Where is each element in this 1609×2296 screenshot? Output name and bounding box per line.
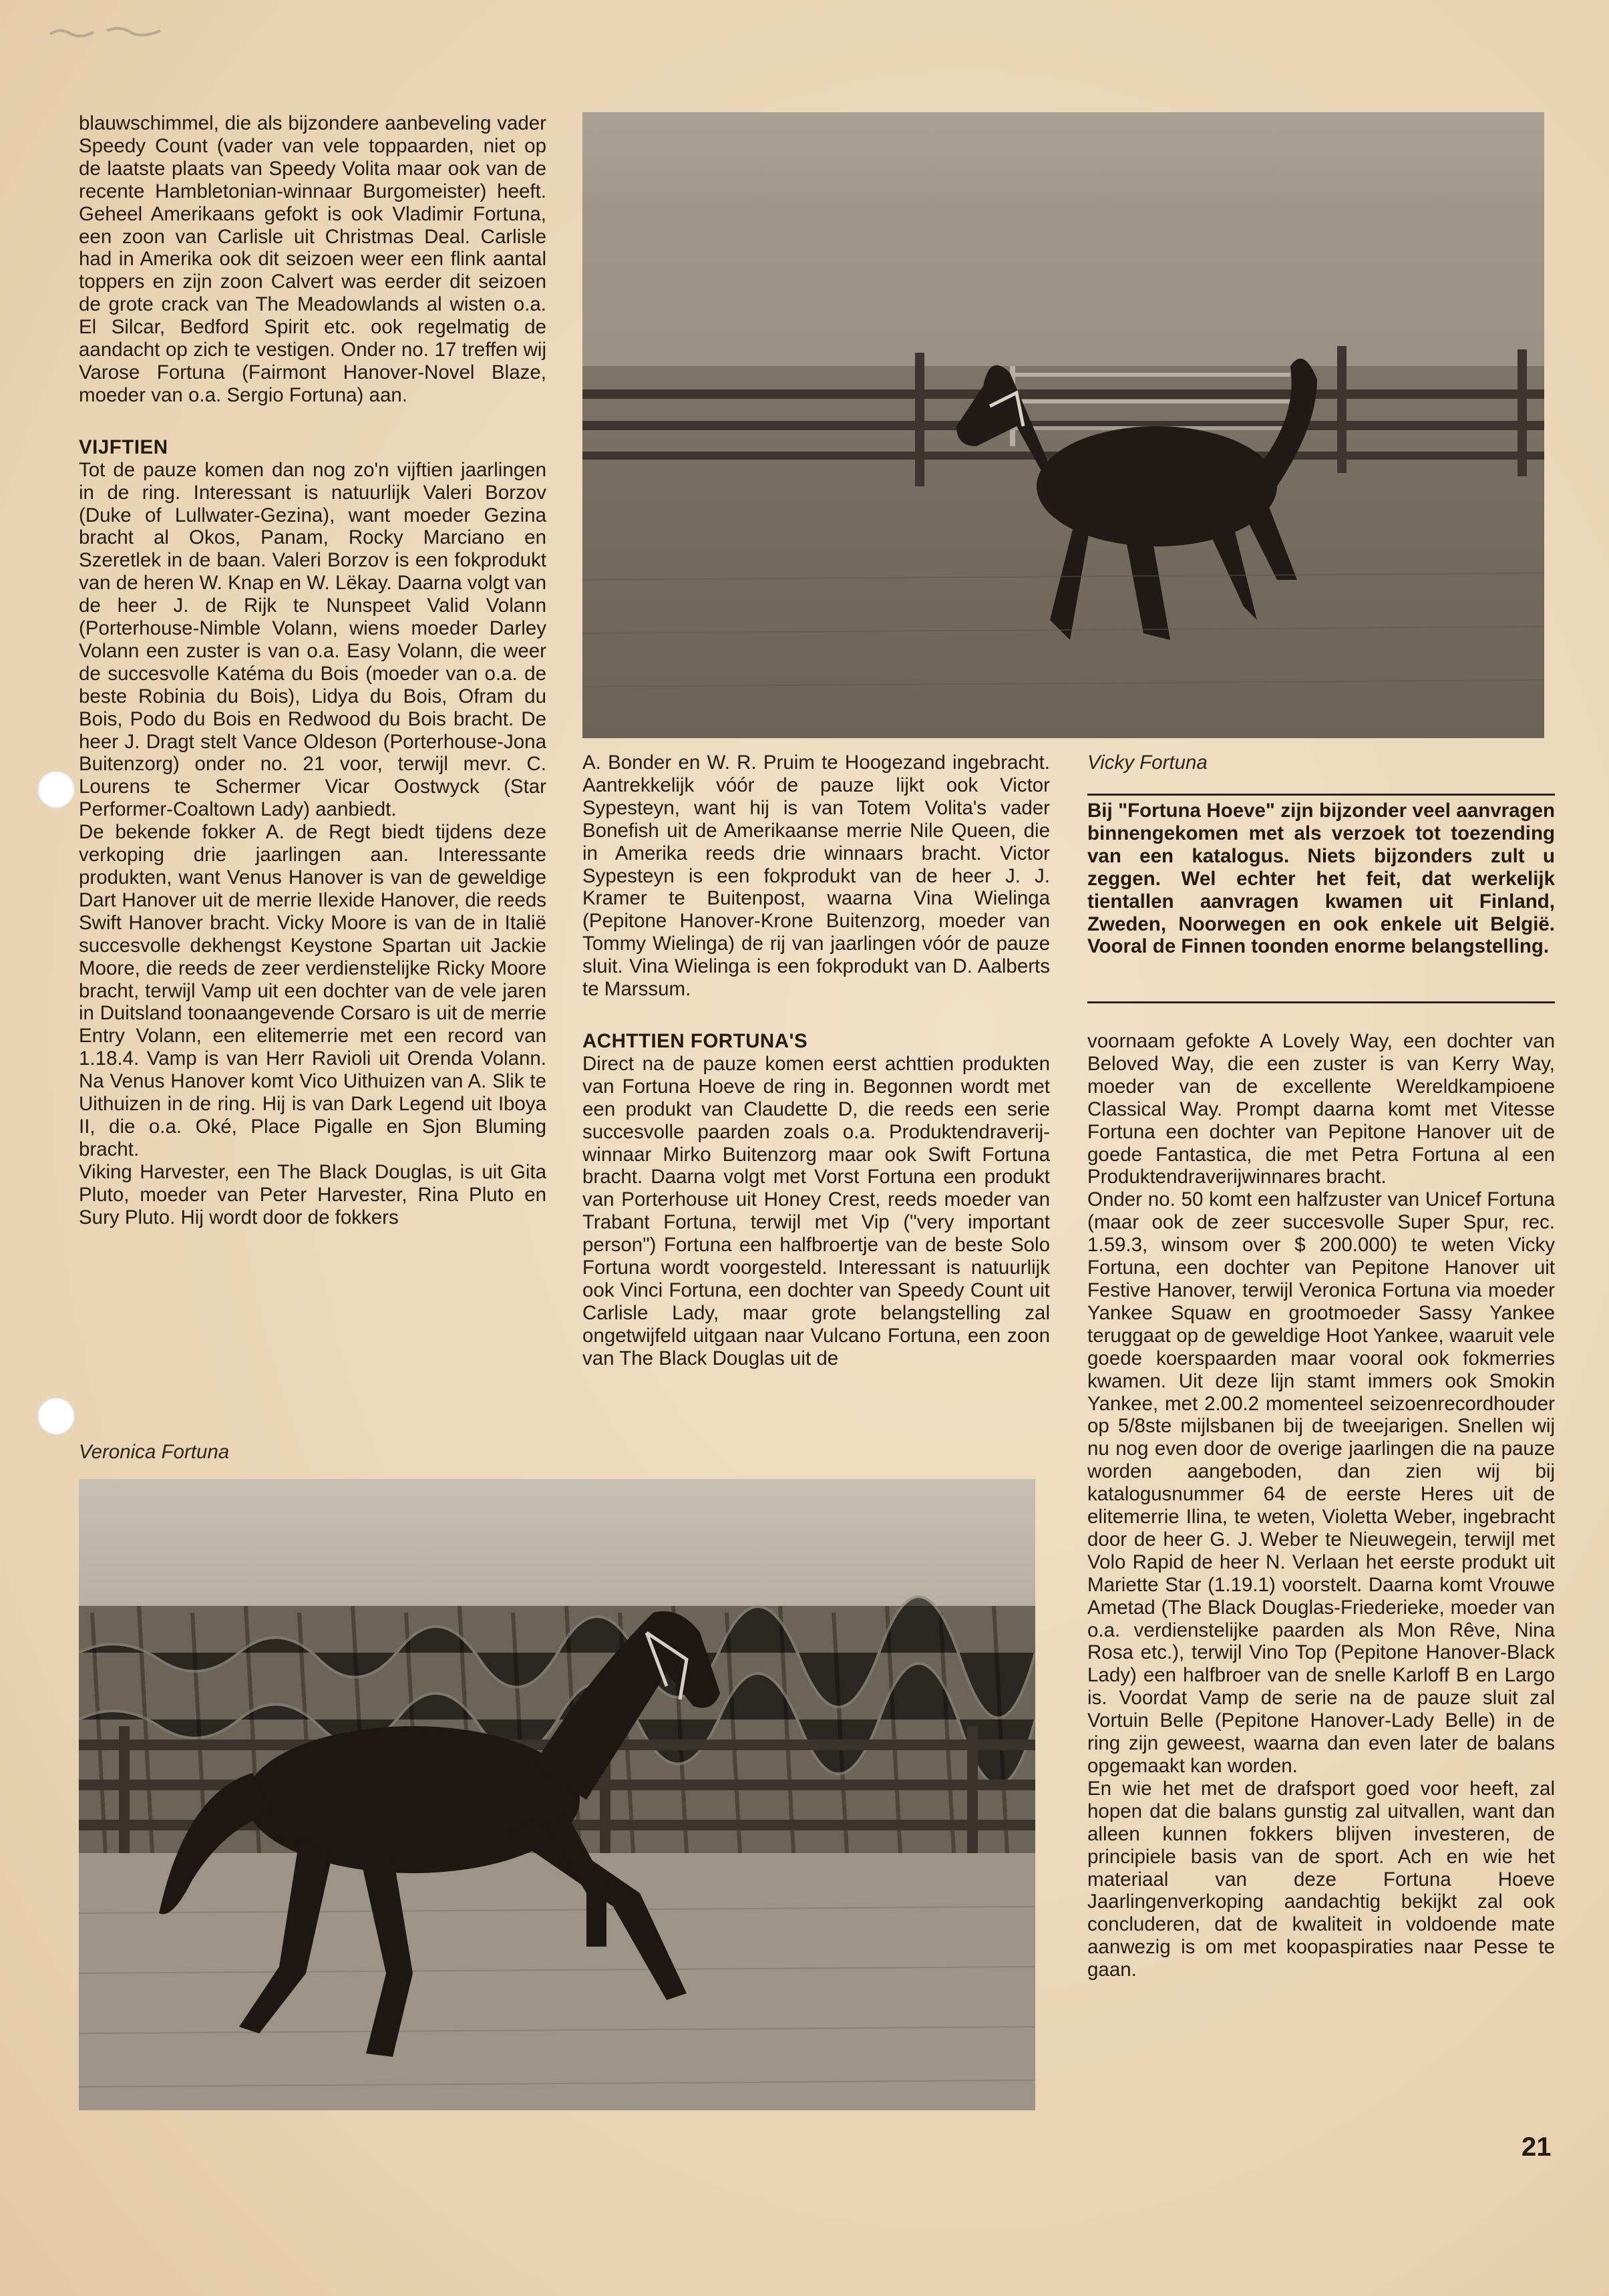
paragraph: Onder no. 50 komt een halfzuster van Unicef Fortuna (maar ook de zeer succesvolle Super Spur, rec. 1.59.3, winsom over $ 200.000) te weten Vicky Fortuna, een dochter van Pepitone Hanover uit Festive Hanover, terwijl Veronica Fortuna via moeder Yankee Squaw en grootmoeder Sassy Yankee teruggaat op de geweldige Hoot Yankee, waaruit vele goede koerspaarden maar vooral ook fokmerries kwamen. Uit deze lijn stamt immers ook Smokin Yankee, met 2.00.2 momenteel seizoenrecordhouder op 5/8ste mijlsbanen bij de tweejarigen. Snellen wij nu nog even door de overige jaarlingen die na pauze worden aangeboden, dan zien wij bij katalogusnummer 64 de eerste Heres uit de elitemerrie Ilina, te weten, Violetta Weber, ingebracht door de heer G. J. Weber te Nieuwegein, terwijl met Volo Rapid de heer N. Verlaan het eerste produkt uit Mariette Star (1.19.1) voorstelt. Daarna komt Vrouwe Ametad (The Black Douglas-Friederieke, moeder van o.a. verdienstelijke paarden als Mon Rêve, Nina Rosa etc.), terwijl Vino Top (Pepitone Hanover-Black Lady) een halfbroer van de snelle Karloff B en Largo is. Voordat Vamp de serie na de pauze sluit zal Vortuin Belle (Pepitone Hanover-Lady Belle) in de ring zijn geweest, waarna dan even later de balans opgemaakt kan worden. [1087,1188,1555,1777]
paragraph: Tot de pauze komen dan nog zo'n vijftien jaarlingen in de ring. Interessant is natuurlijk Valeri Borzov (Duke of Lullwater-Gezina), want moeder Gezina bracht al Okos, Panam, Rocky Marciano en Szeretlek in de baan. Valeri Borzov is een fokprodukt van de heren W. Knap en W. Lëkay. Daarna volgt van de heer J. de Rijk te Nunspeet Valid Volann (Porterhouse-Nimble Volann, wiens moeder Darley Volann een zuster is van o.a. Easy Volann, die weer de succesvolle Katéma du Bois (moeder van o.a. de beste Robinia du Bois), Lidya du Bois, Ofram du Bois, Podo du Bois en Redwood du Bois bracht. De heer J. Dragt stelt Vance Oldeson (Porterhouse-Jona Buitenzorg) onder no. 21 voor, terwijl mevr. C. Lourens te Schermer Vicar Oostwyck (Star Performer-Coaltown Lady) aanbiedt. [79,458,546,821]
spacer [582,1001,1050,1023]
paragraph: A. Bonder en W. R. Pruim te Hoogezand ingebracht. Aantrekkelijk vóór de pauze lijkt ook Victor Sypesteyn, want hij is van Totem Volita's vader Bonefish uit de Amerikaanse merrie Nile Queen, die in Amerika reeds drie winnaars bracht. Victor Sypesteyn is een fokprodukt van de heer J. J. Kramer te Buitenpost, waarna Vina Wielinga (Pepitone Hanover-Krone Buitenzorg, moeder van Tommy Wielinga) de rij van jaarlingen vóór de pauze sluit. Vina Wielinga is een fokprodukt van D. Aalberts te Marssum. [582,752,1050,1001]
photo-vicky-fortuna [582,112,1544,738]
paragraph: Direct na de pauze komen eerst achttien produkten van Fortuna Hoeve de ring in. Begonnen wordt met een produkt van Claudette D, die reeds een serie succesvolle paarden zoals o.a. Produktendraverij-winnaar Mirko Buitenzorg maar ook Swift Fortuna bracht. Daarna volgt met Vorst Fortuna een produkt van Porterhouse uit Honey Crest, reeds moeder van Trabant Fortuna, terwijl met Vip ("very important person") Fortuna een halfbroertje van de beste Solo Fortuna wordt voorgesteld. Interessant is natuurlijk ook Vinci Fortuna, een dochter van Speedy Count uit Carlisle Lady, maar grote belangstelling zal ongetwijfeld uitgaan naar Vulcano Fortuna, een zoon van The Black Douglas uit de [582,1052,1050,1369]
article-column-1 [79,112,546,1229]
spacer [79,407,546,430]
article-column-2 [582,752,1050,1370]
paragraph: voornaam gefokte A Lovely Way, een dochter van Beloved Way, die een zuster is van Kerry Way, moeder van de excellente Wereldkampioene Classical Way. Prompt daarna komt met Vitesse Fortuna een dochter van Pepitone Hanover uit de goede Fantastica, die met Petra Fortuna al een Produktendraverijwinnares bracht. [1087,1030,1555,1188]
section-heading: ACHTTIEN FORTUNA'S [582,1029,808,1052]
paragraph: blauwschimmel, die als bijzondere aanbeveling vader Speedy Count (vader van vele toppaarden, niet op de laatste plaats van Speedy Volita maar ook van de recente Hambletonian-winnaar Burgomeister) heeft. Geheel Amerikaans gefokt is ook Vladimir Fortuna, een zoon van Carlisle uit Christmas Deal. Carlisle had in Amerika ook dit seizoen weer een flink aantal toppers en zijn zoon Calvert was eerder dit seizoen de grote crack van The Meadowlands al wisten o.a. El Silcar, Bedford Spirit etc. ook regelmatig de aandacht op zich te vestigen. Onder no. 17 treffen wij Varose Fortuna (Fairmont Hanover-Novel Blaze, moeder van o.a. Sergio Fortuna) aan. [79,112,546,406]
callout-box: Bij "Fortuna Hoeve" zijn bijzonder veel aanvragen binnengekomen met als verzoek tot toezending van een katalogus. Niets bijzonders zult u zeggen. Wel echter het feit, dat werkelijk tientallen aanvragen kwamen uit Finland, Zweden, Noorwegen en ook enkele uit België. Vooral de Finnen toonden enorme belangstelling. [1087,800,1555,958]
binder-hole [37,771,75,808]
paragraph: Viking Harvester, een The Black Douglas, is uit Gita Pluto, moeder van Peter Harvester, Rina Pluto en Sury Pluto. Hij wordt door de fokkers [79,1160,546,1228]
callout-top-rule [1087,794,1555,796]
page-number: 21 [1522,2132,1552,2162]
binder-hole [37,1398,75,1435]
ink-smudge [47,17,180,44]
photo-caption-veronica: Veronica Fortuna [79,1441,230,1463]
photo-caption-vicky: Vicky Fortuna [1087,752,1208,774]
article-column-3 [1087,1030,1555,1981]
callout-bottom-rule [1087,1001,1555,1003]
paragraph: En wie het met de drafsport goed voor heeft, zal hopen dat die balans gunstig zal uitvallen, want dan alleen kunnen fokkers blijven investeren, de principiele basis van de sport. Ach en wie het materiaal van deze Fortuna Hoeve Jaarlingenverkoping aandachtig bekijkt zal ook concluderen, dat de kwaliteit in voldoende mate aanwezig is om met koopaspiraties naar Pesse te gaan. [1087,1777,1555,1981]
section-heading: VIJFTIEN [79,436,168,458]
paragraph: De bekende fokker A. de Regt biedt tijdens deze verkoping drie jaarlingen aan. Interessante produkten, want Venus Hanover is van de geweldige Dart Hanover uit de merrie Ilexide Hanover, die reeds Swift Hanover bracht. Vicky Moore is van de in Italië succesvolle dekhengst Keystone Spartan uit Jackie Moore, die reeds de zeer verdienstelijke Ricky Moore bracht, terwijl Vamp uit een dochter van de vele jaren in Duitsland toonaangevende Corsaro is uit de merrie Entry Volann, een elitemerrie met een record van 1.18.4. Vamp is van Herr Ravioli uit Orenda Volann. Na Venus Hanover komt Vico Uithuizen van A. Slik te Uithuizen in de ring. Hij is van Dark Legend uit Iboya II, die o.a. Oké, Place Pigalle en Sjon Bluming bracht. [79,821,546,1160]
photo-veronica-fortuna [79,1479,1035,2110]
